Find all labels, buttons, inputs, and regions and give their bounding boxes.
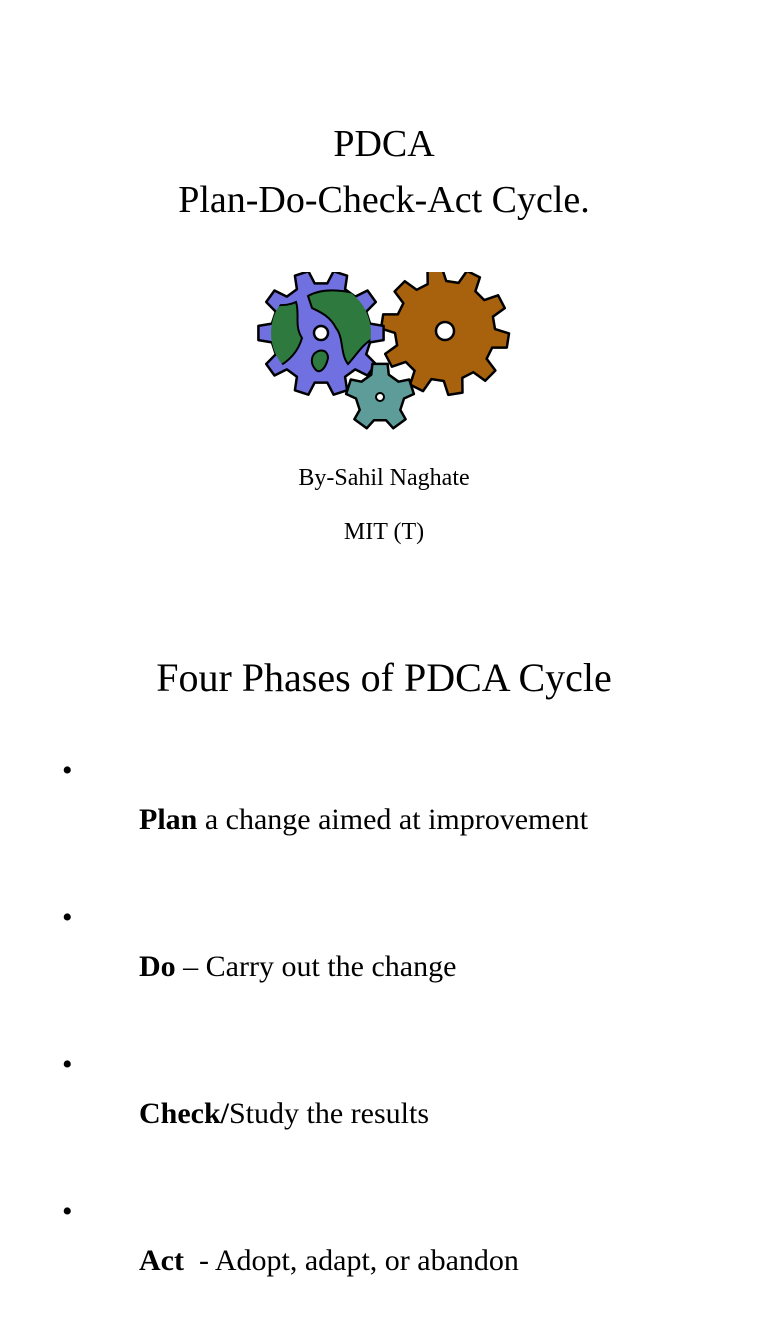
bullet-icon: • — [62, 1195, 73, 1228]
globe-gear-icon — [254, 272, 384, 395]
phase-item-plan — [62, 746, 722, 893]
phases-slide-title: Four Phases of PDCA Cycle — [156, 655, 612, 700]
phase-description: – Carry out the change — [175, 950, 457, 983]
bullet-icon: • — [62, 901, 73, 934]
title-slide — [0, 0, 768, 600]
author-name: By-Sahil Naghate — [298, 465, 470, 491]
phases-slide — [0, 600, 768, 1277]
phase-term: Act — [139, 1244, 184, 1277]
phase-item-check — [62, 1040, 722, 1187]
phase-description: Study the results — [229, 1097, 429, 1130]
author-affiliation: MIT (T) — [343, 519, 425, 545]
teal-gear-icon — [346, 364, 414, 428]
phase-list — [62, 746, 722, 1334]
phase-item-act — [62, 1187, 722, 1334]
bullet-icon: • — [62, 754, 73, 787]
phase-term: Do — [139, 950, 176, 983]
slide-title-pdca: PDCA — [333, 123, 435, 165]
phase-description: - Adopt, adapt, or abandon — [183, 1244, 519, 1277]
phase-term: Plan — [139, 803, 198, 836]
phase-term: Check/ — [139, 1097, 229, 1130]
slide-subtitle: Plan-Do-Check-Act Cycle. — [178, 179, 590, 221]
phase-description: a change aimed at improvement — [197, 803, 589, 836]
bullet-icon: • — [62, 1048, 73, 1081]
gears-clipart-icon — [250, 272, 520, 432]
phase-item-do — [62, 893, 722, 1040]
orange-gear-icon — [381, 272, 509, 395]
